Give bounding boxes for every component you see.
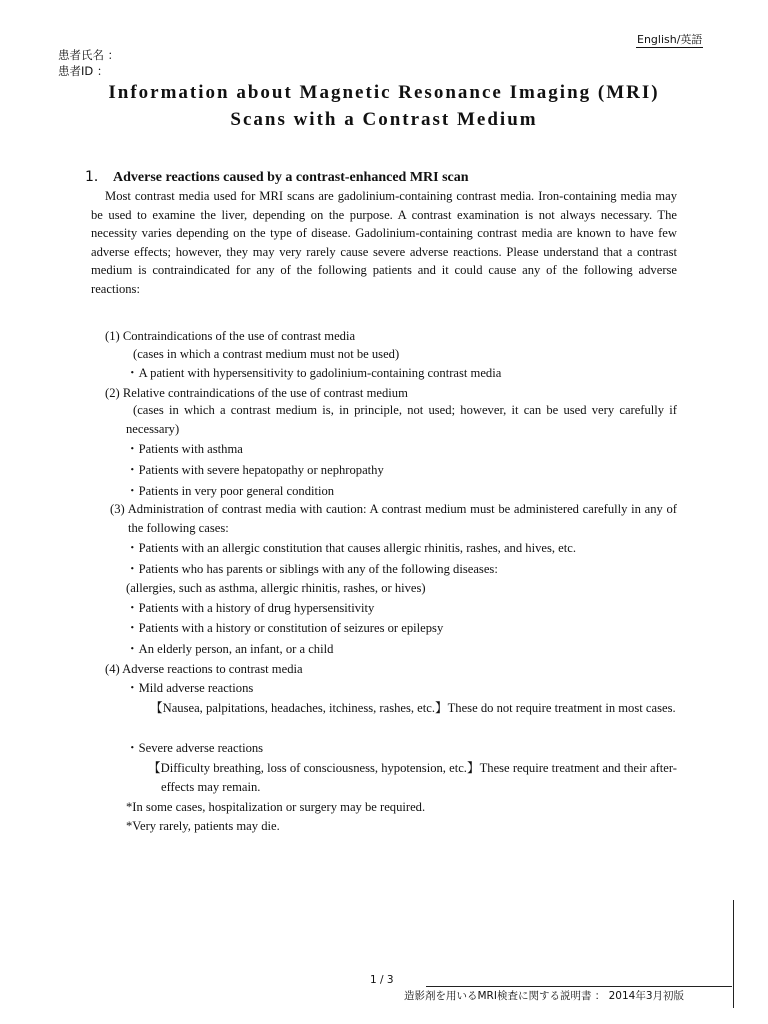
mild-reactions-detail: 【Nausea, palpitations, headaches, itchiness, rashes, etc.】These do not require treatment in most cases.	[150, 701, 676, 715]
list-item: ・Severe adverse reactions	[126, 741, 264, 755]
footnote: *In some cases, hospitalization or surgery may be required.	[126, 800, 426, 814]
list-item: ・An elderly person, an infant, or a child	[126, 642, 334, 656]
adverse-reactions-title: (4) Adverse reactions to contrast media	[105, 662, 303, 676]
section-1-heading	[85, 168, 469, 187]
margin-vertical-rule	[733, 900, 734, 1008]
page-number: 1 / 3	[370, 974, 394, 986]
footer-rule	[426, 986, 732, 987]
patient-name-label: 患者氏名 ：	[58, 48, 120, 62]
document-title-line-1: Information about Magnetic Resonance Imaging (MRI)	[108, 82, 660, 103]
section-heading-text: Adverse reactions caused by a contrast-enhanced MRI scan	[113, 170, 469, 185]
relative-contraindications-note: (cases in which a contrast medium is, in principle, not used; however, it can be used very carefully if necessary)	[126, 403, 677, 436]
document-title-line-2: Scans with a Contrast Medium	[230, 109, 538, 130]
list-item: ・Patients in very poor general condition	[126, 484, 335, 498]
patient-id-label: 患者ID ：	[58, 64, 109, 78]
list-item: ・Mild adverse reactions	[126, 681, 254, 695]
relative-contraindications-title: (2) Relative contraindications of the use of contrast medium	[105, 386, 408, 400]
intro-paragraph: Most contrast media used for MRI scans are gadolinium-containing contrast media. Iron-containing media may be used to examine the liver, depending on the purpose. A contrast examination is not always necessary. The necessity varies depending on the type of disease. Gadolinium-containing contrast media are known to have few adverse effects; however, they may very rarely cause severe adverse reactions. Please understand that a contrast medium is contraindicated for any of the following patients and it could cause any of the following adverse reactions:	[91, 189, 677, 296]
list-item: ・A patient with hypersensitivity to gadolinium-containing contrast media	[126, 366, 502, 380]
footnote: *Very rarely, patients may die.	[126, 819, 280, 833]
language-label: English/英語	[637, 33, 703, 46]
list-item: ・Patients with asthma	[126, 442, 243, 456]
footer-document-info: 造影剤を用いるMRI検査に関する説明書 ： 2014年3月初版	[404, 990, 685, 1002]
list-item: ・Patients with severe hepatopathy or nephropathy	[126, 463, 384, 477]
list-item: ・Patients with a history of drug hypersensitivity	[126, 601, 375, 615]
section-number: 1．	[85, 169, 108, 185]
severe-reactions-detail: 【Difficulty breathing, loss of consciousness, hypotension, etc.】These require treatment and their after-effects may remain.	[148, 761, 677, 794]
list-item-note: (allergies, such as asthma, allergic rhinitis, rashes, or hives)	[126, 581, 426, 595]
list-item: ・Patients with an allergic constitution that causes allergic rhinitis, rashes, and hives, etc.	[126, 541, 577, 555]
list-item: ・Patients with a history or constitution of seizures or epilepsy	[126, 621, 444, 635]
caution-title: (3) Administration of contrast media with caution: A contrast medium must be administered carefully in any of the following cases:	[110, 502, 677, 535]
contraindications-note: (cases in which a contrast medium must not be used)	[133, 347, 400, 361]
contraindications-title: (1) Contraindications of the use of contrast media	[105, 329, 356, 343]
list-item: ・Patients who has parents or siblings with any of the following diseases:	[126, 562, 498, 576]
